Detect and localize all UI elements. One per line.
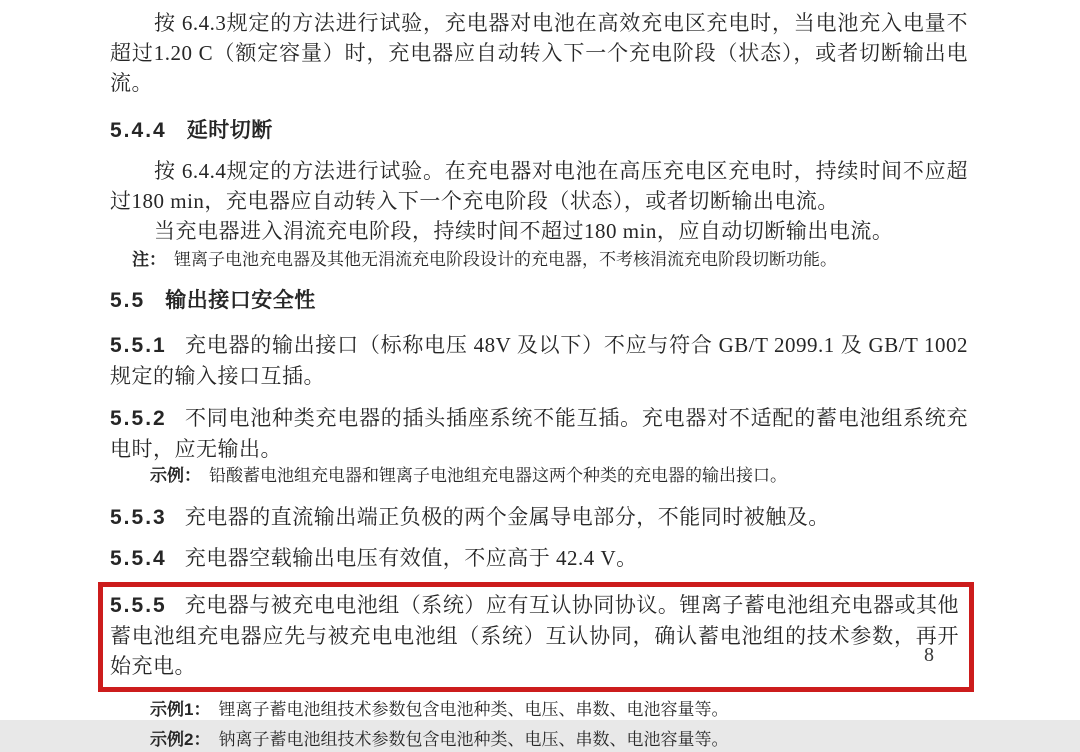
example-line-2	[110, 728, 968, 752]
example-line	[110, 464, 968, 488]
section-heading-5-4-4	[110, 118, 968, 144]
document-content	[110, 8, 968, 752]
note-label: 注：	[132, 250, 166, 269]
page-number: 8	[924, 644, 934, 666]
clause-number: 5.5.4	[110, 547, 167, 570]
clause-5-5-2	[110, 403, 968, 464]
clause-5-5-5	[110, 590, 959, 681]
note-text: 锂离子电池充电器及其他无涓流充电阶段设计的充电器，不考核涓流充电阶段切断功能。	[174, 250, 837, 269]
clause-text: 充电器与被充电电池组（系统）应有互认协同协议。锂离子蓄电池组充电器或其他蓄电池组充电器应先与被充电电池组（系统）互认协同，确认蓄电池组的技术参数，再开始充电。	[110, 593, 959, 678]
clause-5-5-1	[110, 330, 968, 391]
clause-5-5-3	[110, 502, 968, 533]
example-text: 铅酸蓄电池组充电器和锂离子电池组充电器这两个种类的充电器的输出接口。	[209, 466, 787, 485]
clause-number: 5.5.3	[110, 506, 167, 529]
clause-number: 5.5.2	[110, 407, 167, 430]
example-label: 示例：	[150, 466, 201, 485]
paragraph-trickle-charge: 当充电器进入涓流充电阶段，持续时间不超过180 min，应自动切断输出电流。	[154, 219, 894, 243]
paragraph-6-4-3-test: 按 6.4.3规定的方法进行试验，充电器对电池在高效充电区充电时，当电池充入电量不超过1.20 C（额定容量）时，充电器应自动转入下一个充电阶段（状态），或者切断输出电流。	[110, 11, 968, 95]
clause-text: 充电器的直流输出端正负极的两个金属导电部分，不能同时被触及。	[184, 505, 830, 529]
clause-text: 充电器空载输出电压有效值，不应高于 42.4 V。	[184, 546, 638, 570]
clause-text: 充电器的输出接口（标称电压 48V 及以下）不应与符合 GB/T 2099.1 及 GB/T 1002 规定的输入接口互插。	[110, 333, 968, 388]
section-heading-5-5	[110, 288, 968, 314]
note-line	[110, 248, 968, 272]
section-number: 5.4.4	[110, 119, 167, 142]
clause-text: 不同电池种类充电器的插头插座系统不能互插。充电器对不适配的蓄电池组系统充电时，应无输出。	[110, 406, 968, 461]
example-label: 示例1：	[150, 700, 211, 719]
red-highlight-box	[98, 582, 974, 692]
clause-number: 5.5.1	[110, 334, 167, 357]
example-text: 锂离子蓄电池组技术参数包含电池种类、电压、串数、电池容量等。	[218, 700, 729, 719]
clause-number: 5.5.5	[110, 594, 167, 617]
section-number: 5.5	[110, 289, 146, 312]
paragraph-6-4-4-test: 按 6.4.4规定的方法进行试验。在充电器对电池在高压充电区充电时，持续时间不应超过180 min，充电器应自动转入下一个充电阶段（状态），或者切断输出电流。	[110, 159, 968, 213]
example-text: 钠离子蓄电池组技术参数包含电池种类、电压、串数、电池容量等。	[218, 730, 729, 749]
example-label: 示例2：	[150, 730, 211, 749]
section-title: 延时切断	[186, 119, 273, 142]
section-title: 输出接口安全性	[165, 289, 316, 312]
example-line-1	[110, 698, 968, 722]
clause-5-5-4	[110, 543, 968, 574]
